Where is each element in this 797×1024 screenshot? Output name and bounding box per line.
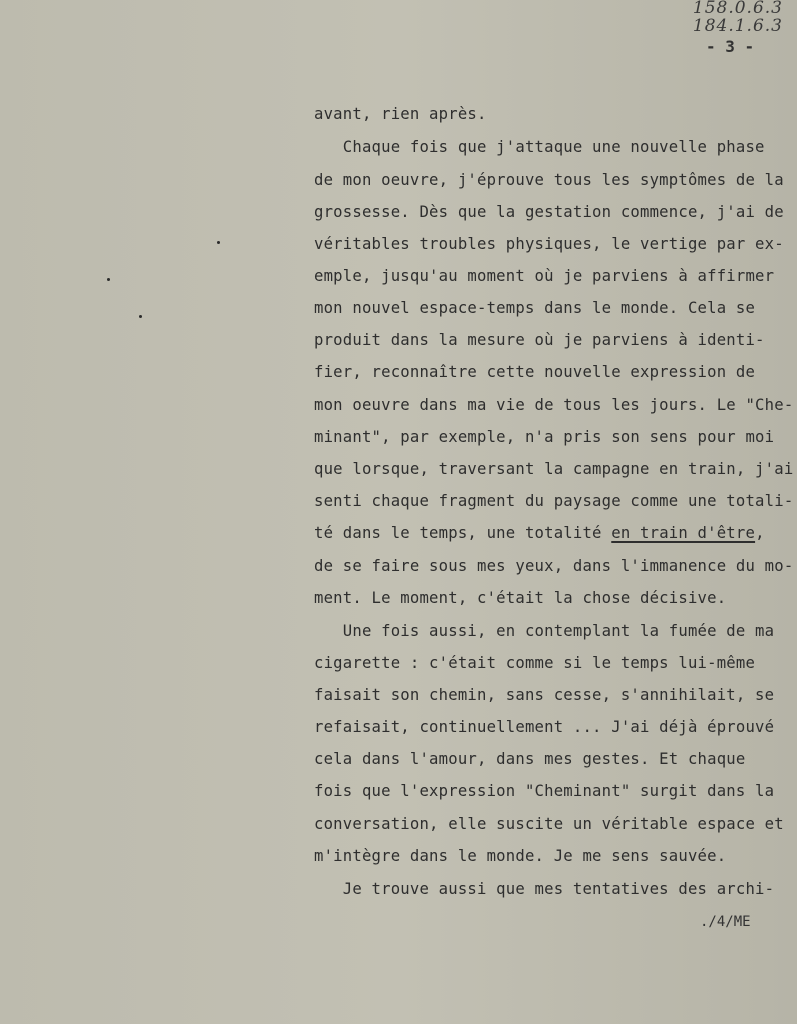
text-line: Je trouve aussi que mes tentatives des archi- [314, 880, 775, 898]
text-line: conversation, elle suscite un véritable espace et [314, 815, 784, 833]
text-line: grossesse. Dès que la gestation commence, j'ai de [314, 203, 784, 221]
speck-mark [217, 241, 220, 244]
text-line: avant, rien après. [314, 105, 487, 123]
text-line: de mon oeuvre, j'éprouve tous les symptômes de la [314, 171, 784, 189]
text-line: produit dans la mesure où je parviens à identi- [314, 331, 765, 349]
text-line: Une fois aussi, en contemplant la fumée de ma [314, 622, 775, 640]
text-line: m'intègre dans le monde. Je me sens sauvée. [314, 847, 727, 865]
text-line: cela dans l'amour, dans mes gestes. Et chaque [314, 750, 746, 768]
speck-mark [139, 315, 142, 318]
text-segment: té dans le temps, une totalité [314, 524, 612, 542]
text-line: véritables troubles physiques, le vertige par ex- [314, 235, 784, 253]
text-line: senti chaque fragment du paysage comme une totali- [314, 492, 794, 510]
speck-mark [107, 278, 110, 281]
text-line: emple, jusqu'au moment où je parviens à affirmer [314, 267, 775, 285]
archive-reference-2: 184.1.6.3 [692, 16, 783, 36]
text-segment: , [755, 524, 765, 542]
text-line: mon oeuvre dans ma vie de tous les jours. Le "Che- [314, 396, 794, 414]
text-line: cigarette : c'était comme si le temps lui-même [314, 654, 756, 672]
text-line: de se faire sous mes yeux, dans l'immanence du mo- [314, 557, 794, 575]
page-number: - 3 - [706, 37, 755, 56]
text-line: mon nouvel espace-temps dans le monde. Cela se [314, 299, 756, 317]
text-line: faisait son chemin, sans cesse, s'annihilait, se [314, 686, 775, 704]
text-line [314, 523, 765, 543]
underlined-phrase: en train d'être [611, 524, 756, 542]
text-line: refaisait, continuellement ... J'ai déjà éprouvé [314, 718, 775, 736]
text-line: ment. Le moment, c'était la chose décisive. [314, 589, 727, 607]
text-line: que lorsque, traversant la campagne en train, j'ai [314, 460, 794, 478]
text-line: fois que l'expression "Cheminant" surgit dans la [314, 782, 775, 800]
text-line: Chaque fois que j'attaque une nouvelle phase [314, 138, 765, 156]
text-line: minant", par exemple, n'a pris son sens pour moi [314, 428, 775, 446]
continuation-marker: ./4/ME [700, 914, 751, 930]
archive-reference-1: 158.0.6.3 [692, 0, 783, 18]
text-line: fier, reconnaître cette nouvelle expression de [314, 363, 756, 381]
